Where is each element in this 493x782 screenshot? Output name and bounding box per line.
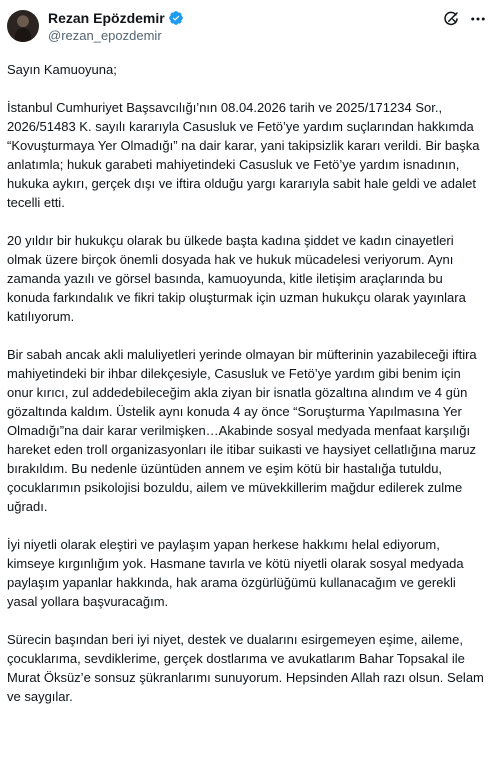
grok-icon[interactable] <box>442 10 460 28</box>
tweet-paragraph-decision: İstanbul Cumhuriyet Başsavcılığı’nın 08.04.2026 tarih ve 2025/171234 Sor., 2026/51483 K. sayılı kararıyla Casusluk ve Fetö’ye yardım suçlarından hakkımda “Kovuşturmaya Yer Olmadığı” na dair karar, yani takipsizlik kararı verildi. Bir başka anlatımla; hukuk garabeti mahiyetindeki Casusluk ve Fetö’ye yardım isnadının, hukuka aykırı, gerçek dışı ve iftira olduğu yargı kararıyla sabit hale geldi ve adalet tecelli etti. <box>7 100 480 210</box>
tweet-text <box>7 60 487 725</box>
tweet-header <box>0 0 493 56</box>
tweet-paragraph-detention: Bir sabah ancak akli maluliyetleri yerinde olmayan bir müfterinin yazabileceği iftira mahiyetindeki bir ihbar dilekçesiyle, Casusluk ve Fetö’ye yardım gibi benim için onur kırıcı, zul addedebileceğim akla ziyan bir isnatla gözaltına alındım ve 4 gün gözaltında kaldım. Üstelik aynı konuda 4 ay önce “Soruşturma Yapılmasına Yer Olmadığı”na dair karar verilmişken…Akabinde sosyal medyada menfaat karşılığı hareket eden troll organizasyonları ile itibar suikasti ve haysiyet cellatlığına maruz bırakıldım. Bu nedenle üzüntüden annem ve eşim kötü bir hastalığa tutuldu, çocuklarımın psikolojisi bozuldu, ailem ve müvekkillerim mağdur edilerek zulme uğradı. <box>7 347 477 514</box>
tweet-paragraph-salutation: Sayın Kamuoyuna; <box>7 62 117 77</box>
author-handle[interactable]: @rezan_epozdemir <box>48 28 162 43</box>
avatar[interactable] <box>7 10 39 42</box>
verified-badge-icon <box>168 10 184 26</box>
tweet-paragraph-thanks: Sürecin başından beri iyi niyet, destek ve dualarını esirgemeyen eşime, aileme, çocuklarıma, sevdiklerime, gerçek dostlarıma ve avukatlarım Bahar Topsakal ile Murat Öksüz’e sonsuz şükranlarımı sunuyorum. Hepsinden Allah razı olsun. Selam ve saygılar. <box>7 632 484 704</box>
more-dots-icon[interactable] <box>469 10 487 28</box>
tweet-paragraph-background: 20 yıldır bir hukukçu olarak bu ülkede başta kadına şiddet ve kadın cinayetleri olmak üzere birçok önemli dosyada hak ve hukuk mücadelesi veriyorum. Aynı zamanda yazılı ve görsel basında, kamuoyunda, kitle iletişim araçlarında bu konuda farkındalık ve fikri takip oluşturmak için uzman hukukçu olarak yayınlara katılıyorum. <box>7 233 466 324</box>
author-display-name[interactable]: Rezan Epözdemir <box>48 10 165 26</box>
author-name-row <box>48 9 184 27</box>
tweet-paragraph-statement: İyi niyetli olarak eleştiri ve paylaşım yapan herkese hakkımı helal ediyorum, kimseye kırgınlığım yok. Hasmane tavırla ve kötü niyetli olarak sosyal medyada paylaşım yapanlar hakkında, hak arama özgürlüğümü kullanacağım ve gerekli yasal yollara başvuracağım. <box>7 537 464 609</box>
